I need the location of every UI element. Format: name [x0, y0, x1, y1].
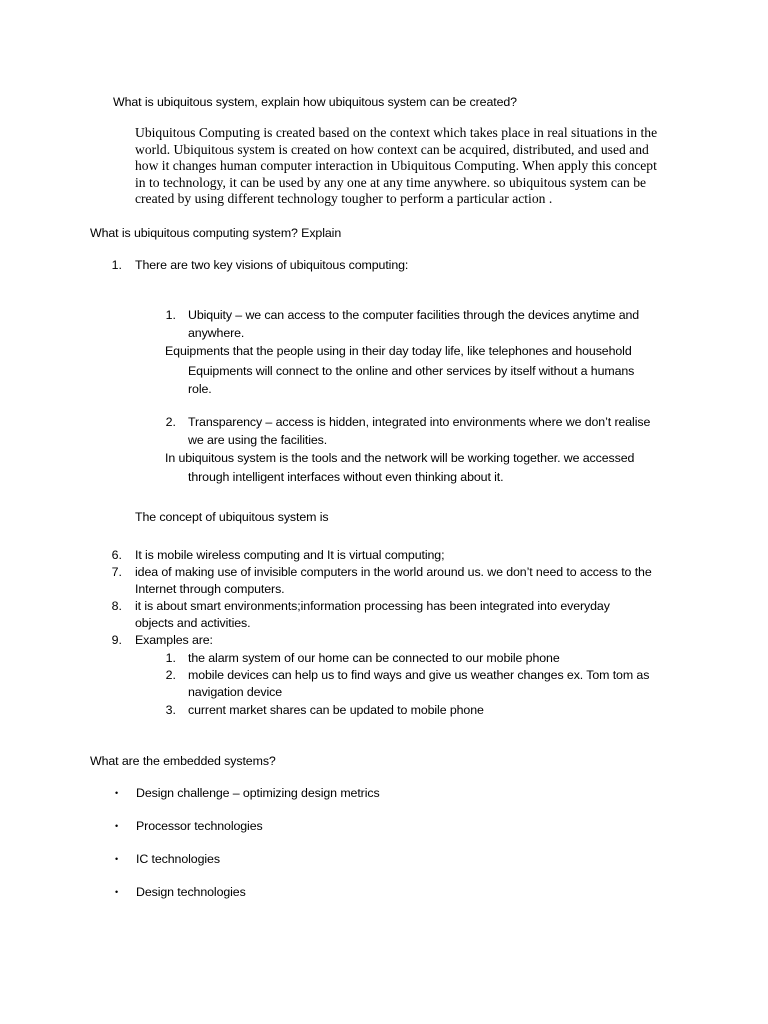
- heading-embedded-systems: What are the embedded systems?: [90, 754, 276, 768]
- list-number: 7.: [111, 565, 122, 579]
- paragraph-line: Ubiquitous Computing is created based on the context which takes place in real situations in the: [135, 125, 658, 140]
- note-text: role.: [188, 382, 212, 396]
- bullet-icon: •: [115, 887, 119, 897]
- bullet-icon: •: [115, 821, 119, 831]
- sublist-item-text: mobile devices can help us to find ways and give us weather changes ex. Tom tom as: [188, 668, 650, 682]
- list-item-text: There are two key visions of ubiquitous computing:: [135, 258, 409, 272]
- list-number: 9.: [111, 633, 122, 647]
- heading-ubiquitous-system: What is ubiquitous system, explain how ubiquitous system can be created?: [113, 95, 517, 109]
- sublist-number: 1.: [165, 308, 176, 322]
- bullet-item-text: Design technologies: [136, 885, 246, 899]
- bullet-item-text: Processor technologies: [136, 819, 263, 833]
- paragraph-line: world. Ubiquitous system is created on how context can be acquired, distributed, and used and: [135, 141, 649, 157]
- concept-label: The concept of ubiquitous system is: [135, 510, 329, 524]
- sublist-item-text: Transparency – access is hidden, integrated into environments where we don’t realise: [188, 415, 651, 429]
- sublist-number: 3.: [165, 703, 176, 717]
- sublist-item-text: navigation device: [188, 685, 283, 699]
- bullet-icon: •: [115, 854, 119, 864]
- sublist-number: 2.: [165, 668, 176, 682]
- heading-ubiquitous-computing: What is ubiquitous computing system? Explain: [90, 226, 342, 240]
- list-item-text: idea of making use of invisible computers in the world around us. we don’t need to access to the: [135, 565, 652, 579]
- paragraph-line: how it changes human computer interaction in Ubiquitous Computing. When apply this concept: [135, 158, 657, 173]
- paragraph-line: in to technology, it can be used by any one at any time anywhere. so ubiquitous system can be: [135, 174, 647, 190]
- sublist-item-text: the alarm system of our home can be connected to our mobile phone: [188, 651, 560, 665]
- bullet-item-text: Design challenge – optimizing design metrics: [136, 786, 380, 800]
- list-item-text: Internet through computers.: [135, 582, 285, 596]
- list-number: 1.: [111, 258, 122, 272]
- sublist-item-text: current market shares can be updated to mobile phone: [188, 703, 484, 717]
- list-item-text: It is mobile wireless computing and It is virtual computing;: [135, 548, 445, 562]
- note-text: through intelligent interfaces without even thinking about it.: [188, 470, 504, 484]
- sublist-item-text: anywhere.: [188, 326, 245, 340]
- sublist-item-text: we are using the facilities.: [188, 433, 328, 447]
- sublist-number: 1.: [165, 651, 176, 665]
- list-number: 8.: [111, 599, 122, 613]
- note-text: Equipments that the people using in their day today life, like telephones and household: [165, 344, 632, 358]
- note-text: In ubiquitous system is the tools and the network will be working together. we accessed: [165, 451, 635, 465]
- sublist-item-text: Ubiquity – we can access to the computer facilities through the devices anytime and: [188, 308, 640, 322]
- list-number: 6.: [111, 548, 122, 562]
- list-item-text: objects and activities.: [135, 616, 251, 630]
- list-item-text: Examples are:: [135, 633, 213, 647]
- bullet-icon: •: [115, 788, 119, 798]
- bullet-item-text: IC technologies: [136, 852, 220, 866]
- paragraph-line: created by using different technology tougher to perform a particular action .: [135, 191, 553, 206]
- list-item-text: it is about smart environments;information processing has been integrated into everyday: [135, 599, 610, 613]
- sublist-number: 2.: [165, 415, 176, 429]
- note-text: Equipments will connect to the online and other services by itself without a humans: [188, 364, 635, 378]
